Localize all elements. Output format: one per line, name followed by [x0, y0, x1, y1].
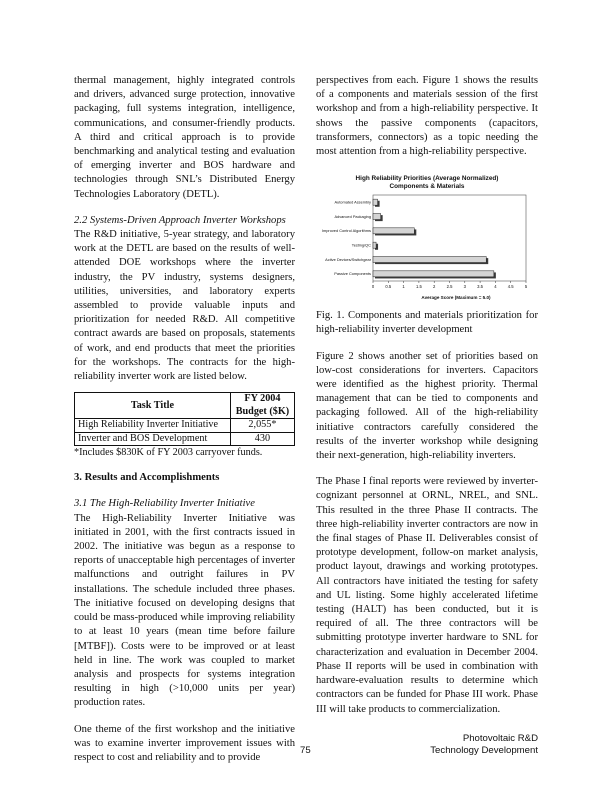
chart-title: High Reliability Priorities (Average Normalized): [355, 175, 499, 183]
footer-line-2: Technology Development: [430, 744, 538, 756]
right-column: [316, 74, 538, 717]
category-label: Passive Components: [334, 271, 371, 277]
category-label: Advanced Packaging: [334, 214, 371, 220]
chart-x-axis-label: Average Score (Maximum = 5.0): [421, 295, 491, 301]
paragraph: One theme of the first workshop and the initiative was to examine inverter improvement issues with respect to cost and reliability and to provide: [74, 723, 295, 763]
bar: [373, 228, 414, 234]
table-row: [75, 432, 295, 446]
x-tick-label: 4: [494, 284, 497, 290]
left-column: [74, 74, 295, 765]
section-heading-3-1: 3.1 The High-Reliability Inverter Initiative: [74, 498, 255, 510]
table-cell-budget: 2,055*: [230, 419, 294, 433]
footer-line-1: Photovoltaic R&D: [462, 733, 538, 744]
x-tick-label: 2: [433, 284, 436, 290]
x-tick-label: 2.5: [446, 284, 453, 290]
table-cell-budget: 430: [230, 432, 294, 446]
figure-caption: Fig. 1. Components and materials prioritization for high-reliability inverter development: [316, 310, 538, 336]
chart-plot-area: [373, 195, 526, 281]
table-cell-task: High Reliability Inverter Initiative: [75, 419, 231, 433]
paragraph: thermal management, highly integrated controls and drivers, advanced surge protection, innovative packaging, full systems integration, intelligence, communications, and consumer-friendly products. A third and critical approach is to provide benchmarking and analytical testing and evaluation of emerging inverter and BOS hardware and technologies through SNL’s Distributed Energy Technologies Laboratory (DETL).: [74, 75, 295, 200]
x-tick-label: 0.5: [385, 284, 392, 290]
category-label: Testing/QC: [351, 242, 371, 248]
paragraph: perspectives from each. Figure 1 shows the results of a components and materials session of the first workshop and from a high-reliability perspective. It shows the passive components (capacitors, transformers, connectors) as a topic needing the most attention from a high-reliability perspective.: [316, 75, 538, 158]
table-header-task: Task Title: [75, 393, 231, 419]
paragraph: The High-Reliability Inverter Initiative was initiated in 2001, with the first contracts issued in 2002. The initiative was begun as a response to reports of unacceptable high percentages of inverter malfunctions and outright failures in PV installations. The schedule included three phases. The initiative focused on developing designs that could be mass-produced while improving reliability to at least 10 years (mean time before failure [MTBF]). Costs were to be improved or at least held in line. The work was coupled to market analysis and prospects for systems integration resulting in high (>10,000 units per year) production rates.: [74, 512, 295, 709]
x-tick-label: 4.5: [507, 284, 514, 290]
table-cell-task: Inverter and BOS Development: [75, 432, 231, 446]
chart-subtitle: Components & Materials: [389, 183, 465, 191]
x-tick-label: 0: [371, 284, 375, 290]
bar: [373, 242, 376, 248]
table-row: [75, 419, 295, 433]
paragraph: Figure 2 shows another set of priorities based on low-cost considerations for inverters. Capacitors were identified as the highest priority. Thermal management that can be tied to components and packaging followed. All of the high-reliability initiative contractors carefully considered the results of the inverter workshop while designing their next-generation, high-reliability inverters.: [316, 350, 538, 462]
bar: [373, 257, 486, 263]
section-heading-3: 3. Results and Accomplishments: [74, 472, 220, 484]
bar: [373, 271, 494, 277]
category-label: Improved Control Algorithms: [321, 228, 371, 234]
x-tick-label: 5: [524, 284, 528, 290]
page-number: 75: [300, 745, 311, 756]
bar: [373, 199, 378, 205]
footer-running-title: [430, 733, 538, 756]
figure-1-chart: [316, 171, 538, 303]
x-tick-label: 3: [463, 284, 466, 290]
table-header-budget: [230, 393, 294, 419]
table-header-budget-line2: Budget ($K): [235, 405, 290, 417]
table-header-budget-line1: FY 2004: [244, 393, 281, 405]
bar-chart: [316, 171, 538, 303]
paragraph: The Phase I final reports were reviewed by inverter-cognizant personnel at ORNL, NREL, and SNL. This resulted in the three Phase II contracts. The three high-reliability inverter contractors are now in the final stages of Phase II. Deliverables consist of prototype development, follow-on market analysis, product layout, drawings and working prototypes. All contractors have initiated the testing for safety and UL listing. Some highly accelerated lifetime testing (HALT) has been conducted, but it is required of all. The three contractors will be submitting prototype inverter hardware to SNL for characterization and evaluation in December 2004. Phase II reports will be used in combination with hardware-evaluation results to determine which contractors can be funded for Phase III work. Phase III will take products to commercialization.: [316, 476, 538, 715]
bar: [373, 214, 381, 220]
section-heading-2-2: 2.2 Systems-Driven Approach Inverter Workshops: [74, 214, 286, 226]
paragraph: The R&D initiative, 5-year strategy, and laboratory work at the DETL are based on the results of well-attended DOE workshops where the inverter industry, the PV industry, systems designers, utilities, universities, and laboratory experts assembled to provide valuable inputs and prioritization for needed R&D. All competitive contract awards are based on proposals, statements of work, and end products that meet the priorities for the workshops. The contracts for the high-reliability inverter work are listed below.: [74, 229, 295, 383]
x-tick-label: 1: [402, 284, 405, 290]
task-budget-table: [74, 392, 295, 446]
category-label: Active Devices/Switchgear: [325, 257, 371, 263]
table-footnote: *Includes $830K of FY 2003 carryover funds.: [74, 447, 263, 459]
category-label: Automated Assembly: [334, 199, 371, 205]
x-tick-label: 1.5: [415, 284, 422, 290]
x-tick-label: 3.5: [477, 284, 484, 290]
